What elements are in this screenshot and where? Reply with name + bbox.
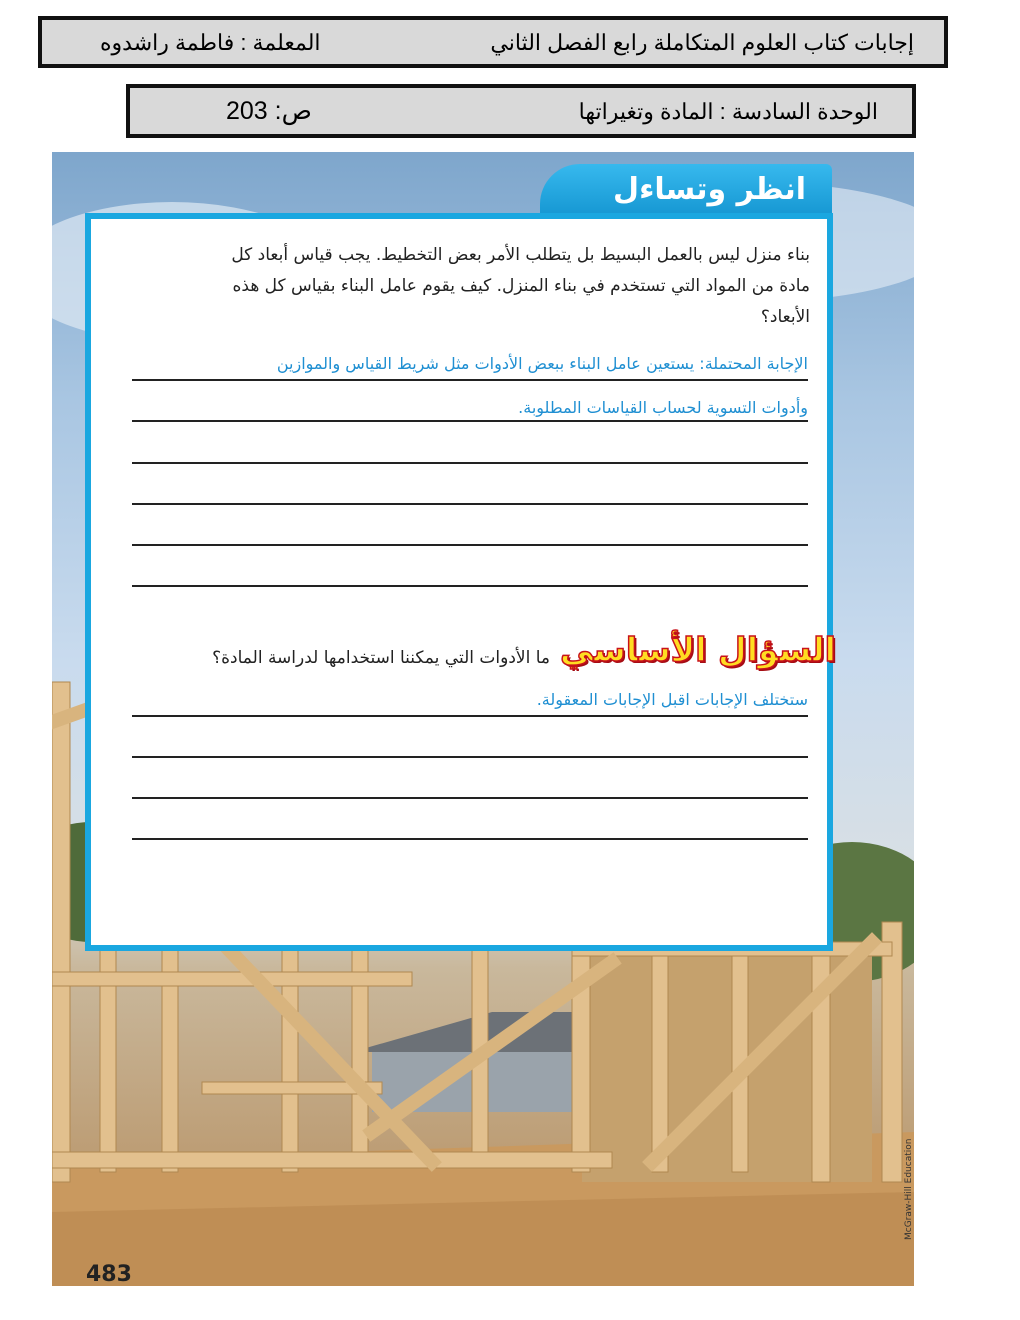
unit-header [126,84,916,138]
page-reference: ص: 203 [226,97,312,125]
writing-line [132,379,808,381]
writing-line [132,715,808,717]
writing-line [132,797,808,799]
photo-credit: McGraw-Hill Education [904,1138,914,1240]
writing-line [132,756,808,758]
section-title: انظر وتساءل [613,172,806,207]
writing-line [132,838,808,840]
writing-line [132,544,808,546]
key-question-text: ما الأدوات التي يمكننا استخدامها لدراسة المادة؟ [212,648,550,668]
writing-line [132,585,808,587]
key-question-label: السؤال الأساسي [560,630,836,669]
writing-line [132,462,808,464]
unit-title: الوحدة السادسة : المادة وتغيراتها [578,99,878,124]
writing-line [132,503,808,505]
page-number: 483 [86,1262,132,1287]
header-title: إجابات كتاب العلوم المتكاملة رابع الفصل الثاني [490,30,914,55]
document-header [38,16,948,68]
key-answer: ستختلف الإجابات اقبل الإجابات المعقولة. [536,690,808,709]
writing-line [132,420,808,422]
header-teacher: المعلمة : فاطمة راشدوه [100,30,321,55]
question-text: بناء منزل ليس بالعمل البسيط بل يتطلب الأمر بعض التخطيط. يجب قياس أبعاد كل مادة من المواد التي تستخدم في بناء المنزل. كيف يقوم عامل البناء بقياس كل هذه الأبعاد؟ [231,245,810,327]
answer-line-2: وأدوات التسوية لحساب القياسات المطلوبة. [518,398,808,417]
section-tab [540,164,832,220]
answer-line-1: الإجابة المحتملة: يستعين عامل البناء ببعض الأدوات مثل شريط القياس والموازين [276,354,808,373]
